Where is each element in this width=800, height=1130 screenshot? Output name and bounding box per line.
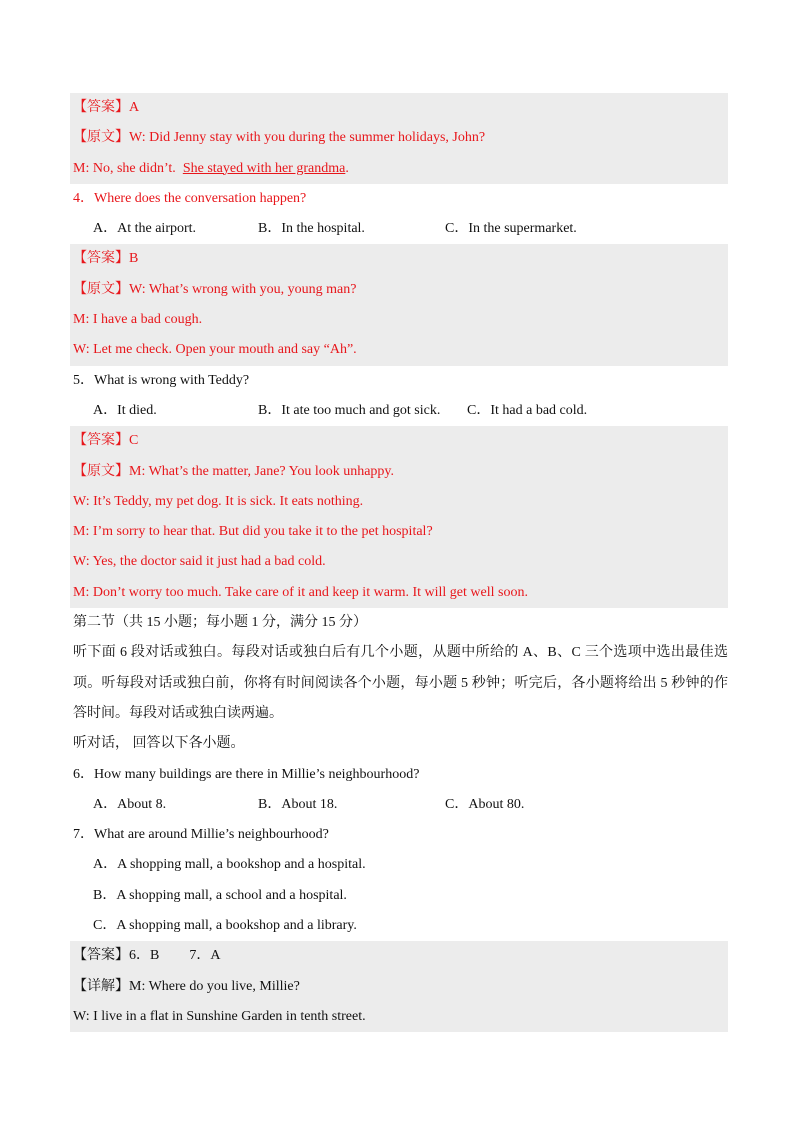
q4-option-c: C．In the supermarket. xyxy=(445,221,577,237)
q5-script-line: M: Don’t worry too much. Take care of it and keep it warm. It will get well soon. xyxy=(73,584,528,600)
q5-answer-box xyxy=(70,426,728,608)
q7-option-b: B．A shopping mall, a school and a hospital. xyxy=(93,887,347,903)
q7-answer: 7．A xyxy=(189,948,221,964)
q5-option-a: A．It died. xyxy=(93,402,157,418)
q67-answer-box xyxy=(70,941,728,1032)
q6-option-b: B．About 18. xyxy=(258,796,338,812)
q5-answer: 【答案】C xyxy=(73,433,139,449)
q6-options xyxy=(70,790,728,820)
q4-question: 4．Where does the conversation happen? xyxy=(73,190,307,206)
q6-answer: 【答案】6．B xyxy=(73,948,160,964)
q4-script-line: 【原文】W: What’s wrong with you, young man? xyxy=(73,281,357,297)
q5-script-line: W: Yes, the doctor said it just had a bad cold. xyxy=(73,554,326,570)
q3-script-line2-a: M: No, she didn’t. xyxy=(73,160,183,176)
q5-options xyxy=(70,396,728,426)
q5-question: 5．What is wrong with Teddy? xyxy=(73,372,250,388)
q4-answer-box xyxy=(70,244,728,365)
document-page xyxy=(70,93,728,1032)
q3-script-line1: 【原文】W: Did Jenny stay with you during the summer holidays, John? xyxy=(73,130,486,146)
q67-answer xyxy=(70,941,728,971)
q6-question: 6．How many buildings are there in Millie’s neighbourhood? xyxy=(73,766,420,782)
q3-answer-box xyxy=(70,93,728,184)
q7-option-c: C．A shopping mall, a bookshop and a library. xyxy=(93,918,357,934)
q3-answer: 【答案】A xyxy=(73,100,140,115)
q4-script-line: M: I have a bad cough. xyxy=(73,312,203,328)
q5-script-line: M: I’m sorry to hear that. But did you take it to the pet hospital? xyxy=(73,524,433,540)
q6-option-c: C．About 80. xyxy=(445,796,525,812)
q5-option-c: C．It had a bad cold. xyxy=(467,402,588,418)
q4-options xyxy=(70,214,728,244)
q4-answer: 【答案】B xyxy=(73,251,139,267)
section-instructions: 听下面 6 段对话或独白。每段对话或独白后有几个小题，从题中所给的 A、B、C 三个选项中选出最佳选项。听每段对话或独白前，你将有时间阅读各个小题，每小题 5 秒钟；听完后，各小题将给出 5 秒钟的作答时间。每段对话或独白读两遍。 xyxy=(73,645,728,721)
q3-script-line2-c: . xyxy=(345,160,349,176)
q3-key-phrase: She stayed with her grandma xyxy=(182,160,346,176)
section-heading: 第二节（共 15 小题；每小题 1 分，满分 15 分） xyxy=(73,615,367,631)
q4-option-b: B．In the hospital. xyxy=(258,221,365,237)
q3-script-line2 xyxy=(70,154,728,184)
q5-script-line: 【原文】M: What’s the matter, Jane? You look unhappy. xyxy=(73,463,395,479)
q6-option-a: A．About 8. xyxy=(93,796,167,812)
q4-option-a: A．At the airport. xyxy=(93,221,197,237)
q5-script-line: W: It’s Teddy, my pet dog. It is sick. It eats nothing. xyxy=(73,493,364,509)
q67-detail: 【详解】M: Where do you live, Millie? xyxy=(73,978,300,994)
q7-option-a: A．A shopping mall, a bookshop and a hospital. xyxy=(93,857,366,873)
section-prompt: 听对话， 回答以下各小题。 xyxy=(73,736,245,752)
q4-script-line: W: Let me check. Open your mouth and say “Ah”. xyxy=(73,342,357,358)
q5-option-b: B．It ate too much and got sick. xyxy=(258,402,441,418)
q7-question: 7．What are around Millie’s neighbourhood? xyxy=(73,827,329,843)
q67-detail-line2: W: I live in a flat in Sunshine Garden in tenth street. xyxy=(73,1008,366,1024)
